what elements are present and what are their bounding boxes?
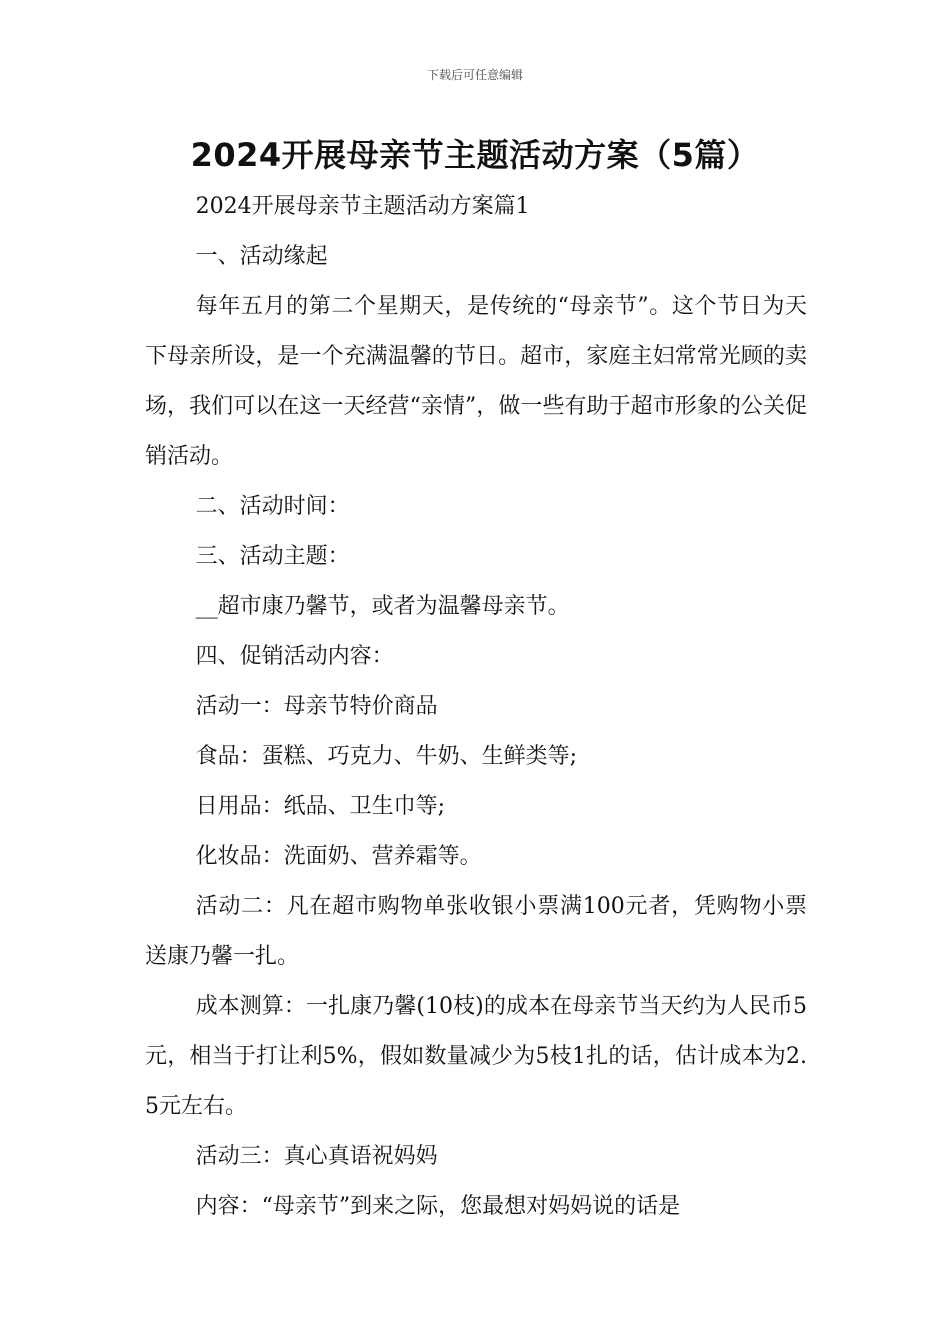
paragraph: 每年五月的第二个星期天，是传统的“母亲节”。这个节日为天下母亲所设，是一个充满温馨的节日。超市，家庭主妇常常光顾的卖场，我们可以在这一天经营“亲情”，做一些有助于超市形象的公关促销活动。 xyxy=(145,294,807,469)
paragraph: 活动一：母亲节特价商品 xyxy=(195,694,438,719)
document-title: 2024开展母亲节主题活动方案（5篇） xyxy=(190,136,760,174)
section-heading: 2024开展母亲节主题活动方案篇1 xyxy=(195,194,530,219)
header-note: 下载后可任意编辑 xyxy=(426,68,523,82)
paragraph: 活动二：凡在超市购物单张收银小票满100元者，凭购物小票送康乃馨一扎。 xyxy=(145,894,807,969)
subheading: 三、活动主题： xyxy=(195,544,350,569)
paragraph: 成本测算：一扎康乃馨(10枝)的成本在母亲节当天约为人民币5元，相当于打让利5%，假如数量减少为5枝1扎的话，估计成本为2.5元左右。 xyxy=(145,994,807,1119)
paragraph: 活动三：真心真语祝妈妈 xyxy=(195,1144,438,1169)
subheading: 一、活动缘起 xyxy=(195,244,328,269)
paragraph: 内容：“母亲节”到来之际，您最想对妈妈说的话是 xyxy=(195,1194,681,1219)
subheading: 二、活动时间： xyxy=(195,494,350,519)
document-body xyxy=(145,182,807,1232)
subheading: 四、促销活动内容： xyxy=(195,644,394,669)
paragraph: __超市康乃馨节，或者为温馨母亲节。 xyxy=(195,594,570,619)
paragraph: 化妆品：洗面奶、营养霜等。 xyxy=(195,844,482,869)
paragraph: 食品：蛋糕、巧克力、牛奶、生鲜类等; xyxy=(195,744,578,769)
paragraph: 日用品：纸品、卫生巾等; xyxy=(195,794,446,819)
